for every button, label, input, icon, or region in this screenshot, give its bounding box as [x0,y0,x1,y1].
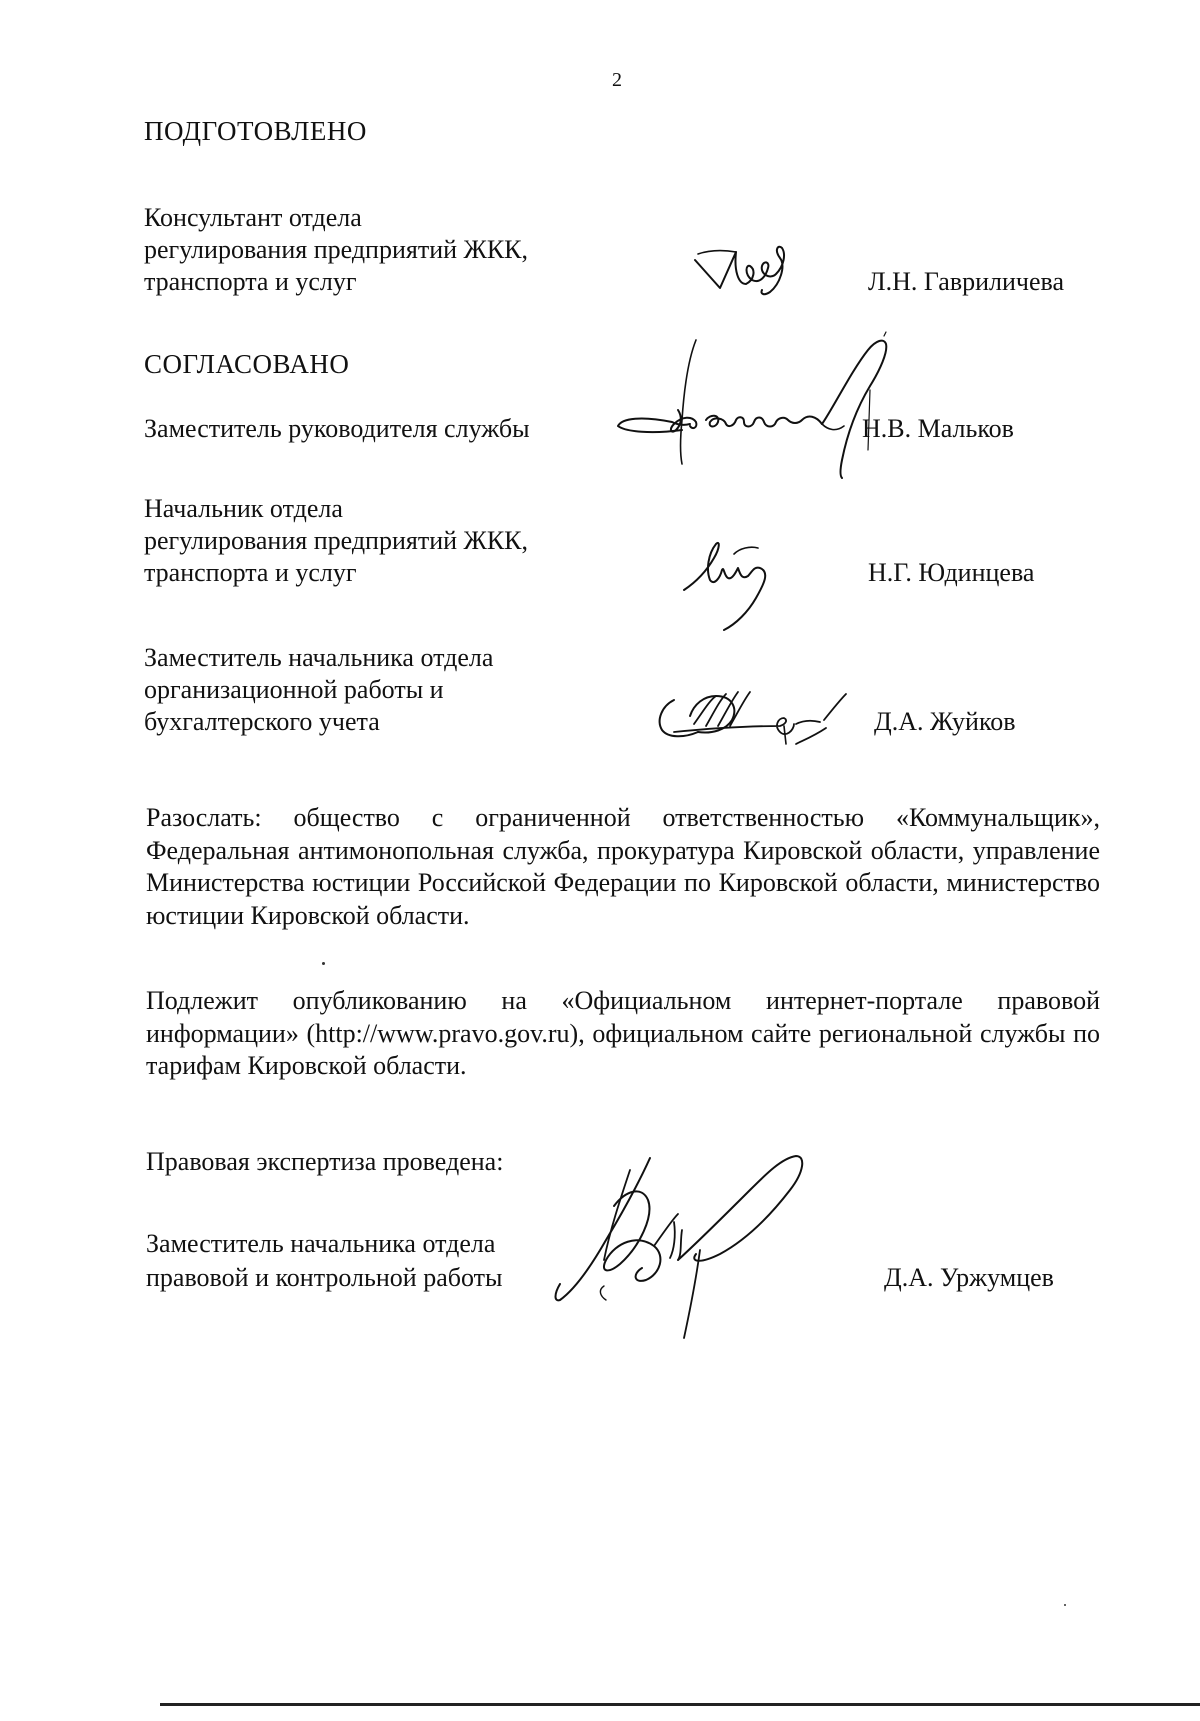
signatory-name: Д.А. Жуйков [874,707,1016,736]
position-line: регулирования предприятий ЖКК, [144,235,529,264]
prepared-heading: ПОДГОТОВЛЕНО [144,116,367,146]
page-number: 2 [612,69,622,91]
signature-urzhumtsev [550,1150,820,1340]
signatory-name: Н.Г. Юдинцева [868,558,1035,587]
scan-speck [1064,1604,1066,1606]
signatory-name: Д.А. Уржумцев [884,1263,1054,1292]
scan-speck [322,962,325,965]
signatory-name: Н.В. Мальков [862,414,1014,443]
position-line: правовой и контрольной работы [146,1263,503,1292]
position-line: регулирования предприятий ЖКК, [144,526,529,555]
legal-review-heading: Правовая экспертиза проведена: [146,1147,504,1176]
signature-gavrilicheva [690,240,820,310]
position-line: бухгалтерского учета [144,707,380,736]
page-bottom-edge [160,1703,1200,1706]
position-line: организационной работы и [144,675,444,704]
signatory-name: Л.Н. Гавриличева [868,267,1065,296]
position-line: Консультант отдела [144,203,362,232]
position-line: транспорта и услуг [144,558,357,587]
position-line: Заместитель руководителя службы [144,414,530,443]
position-line: транспорта и услуг [144,267,357,296]
signature-malkov [612,330,932,480]
position-line: Заместитель начальника отдела [144,643,494,672]
agreed-heading: СОГЛАСОВАНО [144,349,350,379]
publication-paragraph: Подлежит опубликованию на «Официальном интернет-портале правовой информации» (http://www.pravo.gov.ru), официальном сайте региональной службы по тарифам Кировской области. [146,986,1100,1080]
position-line: Заместитель начальника отдела [146,1229,496,1258]
distribution-paragraph: Разослать: общество с ограниченной ответственностью «Коммунальщик», Федеральная антимонопольная служба, прокуратура Кировской области, управление Министерства юстиции Российской Федерации по Кировской области, министерство юстиции Кировской области. [146,803,1100,930]
position-line: Начальник отдела [144,494,343,523]
signature-zhuikov [654,680,864,750]
signature-yudintseva [680,528,820,638]
